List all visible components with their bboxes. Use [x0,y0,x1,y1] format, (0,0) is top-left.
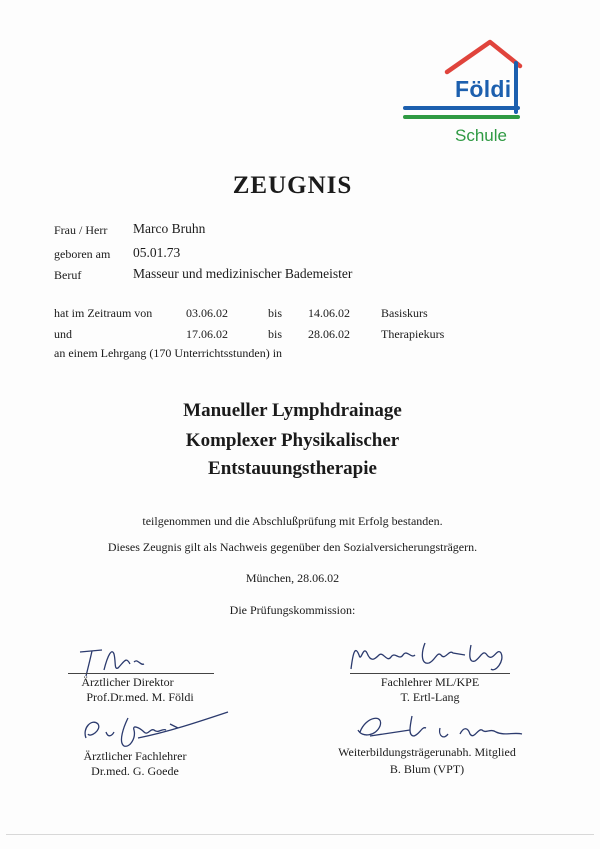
signature-foeldi [74,640,184,680]
birthdate-value: 05.01.73 [133,245,181,260]
birthdate-label: geboren am [54,247,111,261]
page-edge-rule [6,834,594,835]
period-1-course: Basiskurs [381,306,428,320]
signature-line-right-top [350,673,510,674]
period-2-course: Therapiekurs [381,327,445,341]
signer-role-left-bottom: Ärztlicher Fachlehrer [83,749,187,763]
place-date: München, 28.06.02 [245,571,340,585]
statement-line-1: teilgenommen und die Abschlußprüfung mit Erfolg bestanden. [142,514,443,528]
signer-role-left-top: Ärztlicher Direktor [81,675,174,689]
statement-line-2: Dieses Zeugnis gilt als Nachweis gegenüber den Sozialversicherungsträgern. [107,540,478,554]
period-and-label: und [54,327,72,341]
profession-value: Masseur und medizinischer Bademeister [133,266,353,281]
period-label: hat im Zeitraum von [54,306,153,320]
period-1-from: 03.06.02 [186,306,228,320]
period-2-to: 28.06.02 [308,327,350,341]
period-1-bis: bis [268,306,283,320]
course-hours-text: an einem Lehrgang (170 Unterrichtsstunden) in [54,346,283,360]
signer-name-left-bottom: Dr.med. G. Goede [91,764,179,778]
logo-wordmark: Földi [455,76,512,102]
logo-subtitle: Schule [455,126,507,145]
foeldi-schule-logo [402,38,532,150]
signer-role-right-top: Fachlehrer ML/KPE [380,675,480,689]
course-title-line-1: Manueller Lymphdrainage [183,400,402,421]
commission-heading: Die Prüfungskommission: [229,603,356,617]
period-2-bis: bis [268,327,283,341]
signature-goede [78,708,238,752]
signer-name-left-top: Prof.Dr.med. M. Földi [86,690,194,704]
course-title-line-3: Entstauungstherapie [208,458,377,479]
name-value: Marco Bruhn [133,221,206,236]
signer-name-right-bottom: B. Blum (VPT) [389,762,465,776]
signer-name-right-top: T. Ertl-Lang [400,690,460,704]
signature-blum [340,706,530,750]
signature-line-left-top [68,673,214,674]
document-title: ZEUGNIS [232,172,353,199]
profession-label: Beruf [54,268,82,282]
name-label: Frau / Herr [54,223,108,237]
course-title-line-2: Komplexer Physikalischer [185,430,400,451]
period-2-from: 17.06.02 [186,327,228,341]
period-1-to: 14.06.02 [308,306,350,320]
signer-role-right-bottom: Weiterbildungsträgerunabh. Mitglied [338,745,516,759]
